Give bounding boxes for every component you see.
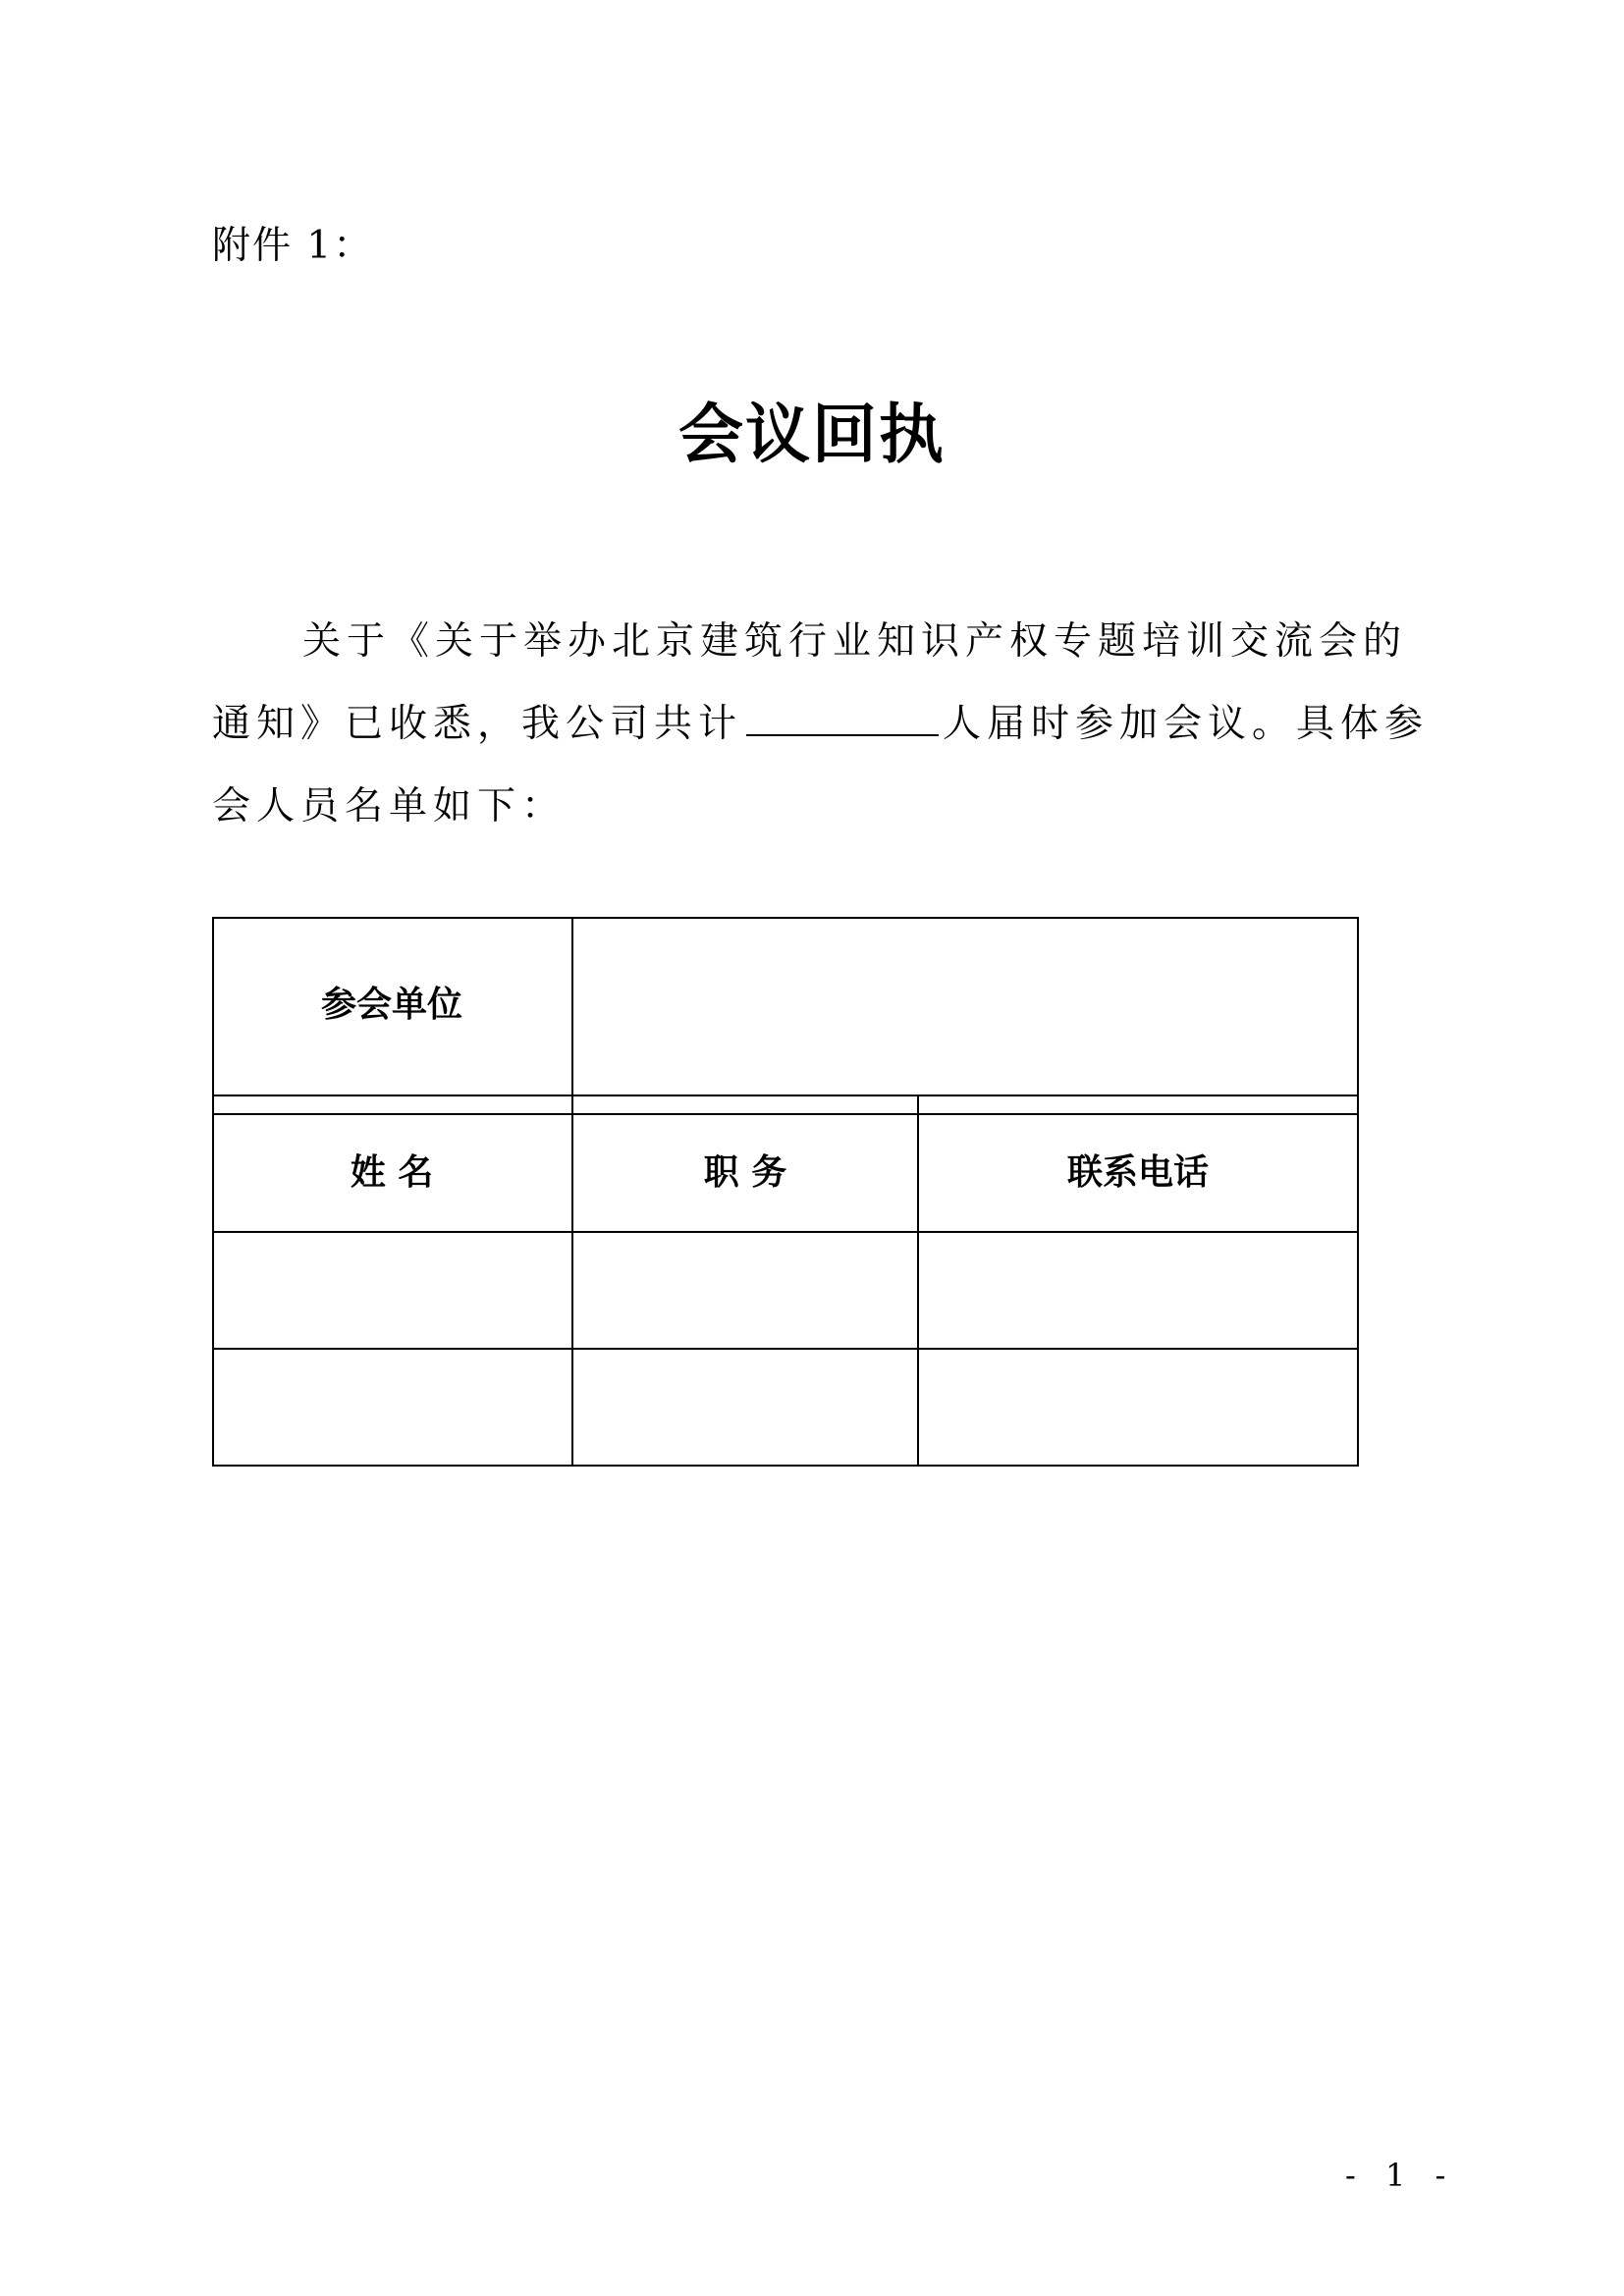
attendee-table	[212, 917, 1359, 1467]
unit-label: 参会单位	[320, 985, 462, 1025]
paragraph-line-2-start: 通知》已收悉，我公司共计	[212, 702, 743, 746]
row2-phone-cell[interactable]	[919, 1350, 1357, 1465]
row1-position-cell[interactable]	[573, 1233, 917, 1348]
document-title: 会议回执	[678, 397, 946, 472]
table-border-bottom	[212, 1465, 1359, 1467]
row1-phone-cell[interactable]	[919, 1233, 1357, 1348]
table-divider-unit	[212, 1095, 1359, 1096]
row2-name-cell[interactable]	[214, 1350, 571, 1465]
table-border-right	[1357, 917, 1359, 1467]
unit-value-cell[interactable]	[573, 919, 1357, 1095]
row2-position-cell[interactable]	[573, 1350, 917, 1465]
paragraph-line-2-end: 人届时参加会议。具体参	[943, 702, 1430, 746]
table-divider-header	[212, 1113, 1359, 1115]
body-paragraph	[212, 601, 1430, 848]
paragraph-line-3: 会人员名单如下：	[212, 784, 567, 828]
paragraph-line-2	[212, 683, 1430, 766]
header-phone: 联系电话	[1066, 1152, 1209, 1193]
attendee-count-blank[interactable]	[746, 705, 939, 736]
paragraph-line-1: 关于《关于举办北京建筑行业知识产权专题培训交流会的	[302, 619, 1408, 664]
page-number: - 1 -	[1345, 2157, 1456, 2194]
header-name: 姓 名	[350, 1152, 434, 1193]
header-position: 职 务	[703, 1152, 787, 1193]
row1-name-cell[interactable]	[214, 1233, 571, 1348]
attachment-label: 附件 1：	[212, 224, 374, 268]
